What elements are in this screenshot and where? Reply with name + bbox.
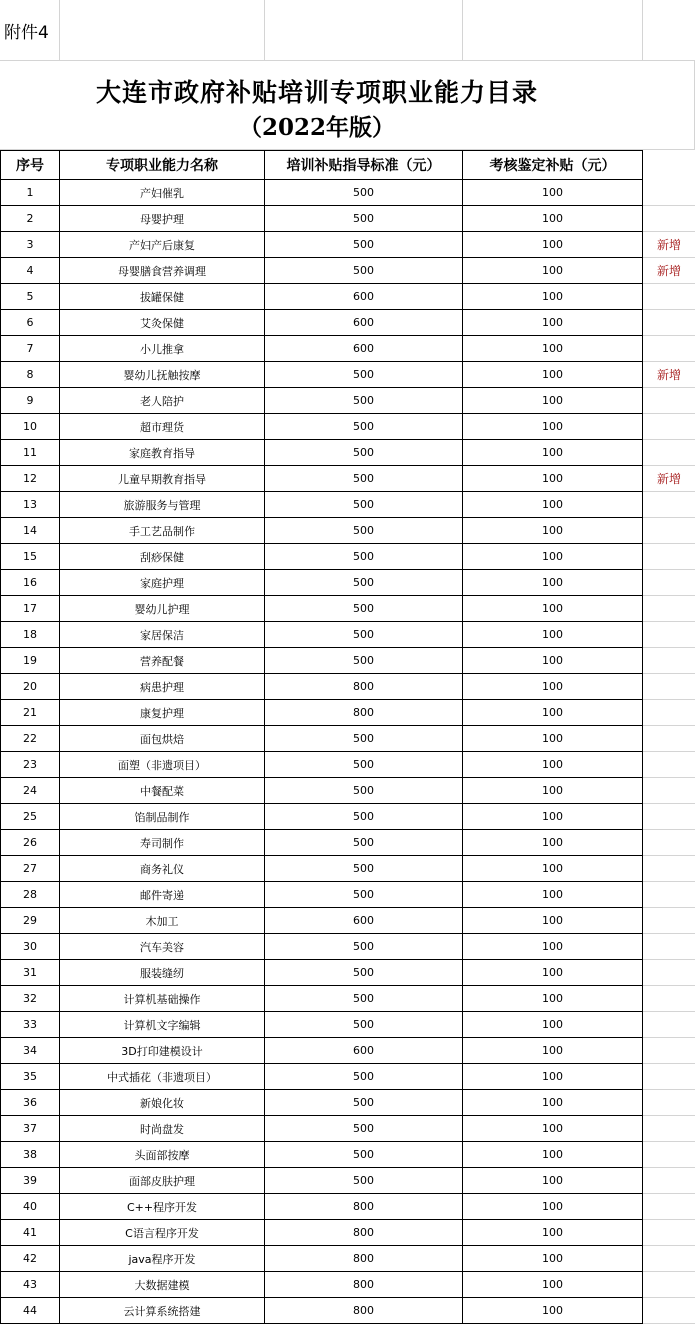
row-number-cell[interactable]: 36 xyxy=(1,1090,60,1116)
row-number-cell[interactable]: 35 xyxy=(1,1064,60,1090)
skill-name-cell[interactable]: 病患护理 xyxy=(60,674,265,700)
training-subsidy-cell[interactable]: 800 xyxy=(265,1298,463,1324)
table-row xyxy=(1,882,695,908)
training-subsidy-cell[interactable]: 500 xyxy=(265,492,463,518)
skill-name-cell[interactable]: 艾灸保健 xyxy=(60,310,265,336)
table-row xyxy=(1,596,695,622)
assessment-subsidy-cell[interactable]: 100 xyxy=(463,1064,643,1090)
row-number-cell[interactable]: 37 xyxy=(1,1116,60,1142)
skill-name-cell[interactable]: 母婴膳食营养调理 xyxy=(60,258,265,284)
new-item-note-cell[interactable] xyxy=(643,778,695,804)
row-number-cell[interactable]: 29 xyxy=(1,908,60,934)
new-item-note-cell[interactable] xyxy=(643,622,695,648)
table-row xyxy=(1,1220,695,1246)
row-number-cell[interactable]: 2 xyxy=(1,206,60,232)
training-subsidy-cell[interactable]: 800 xyxy=(265,700,463,726)
assessment-subsidy-cell[interactable]: 100 xyxy=(463,206,643,232)
assessment-subsidy-cell[interactable]: 100 xyxy=(463,778,643,804)
training-subsidy-cell[interactable]: 500 xyxy=(265,648,463,674)
assessment-subsidy-cell[interactable]: 100 xyxy=(463,466,643,492)
new-item-note-cell[interactable] xyxy=(643,804,695,830)
new-item-note-cell[interactable] xyxy=(643,908,695,934)
new-item-note-cell[interactable] xyxy=(643,440,695,466)
new-item-note-cell[interactable] xyxy=(643,882,695,908)
table-row xyxy=(1,1298,695,1324)
skill-name-cell[interactable]: 计算机基础操作 xyxy=(60,986,265,1012)
skill-name-cell[interactable]: 面包烘焙 xyxy=(60,726,265,752)
new-item-note-cell[interactable] xyxy=(643,1012,695,1038)
document-title: 大连市政府补贴培训专项职业能力目录 xyxy=(0,73,634,109)
training-subsidy-cell[interactable]: 500 xyxy=(265,1012,463,1038)
new-item-note-cell[interactable] xyxy=(643,1220,695,1246)
skill-name-cell[interactable]: 手工艺品制作 xyxy=(60,518,265,544)
new-item-note-cell[interactable] xyxy=(643,752,695,778)
assessment-subsidy-cell[interactable]: 100 xyxy=(463,336,643,362)
new-item-note-cell[interactable] xyxy=(643,726,695,752)
assessment-subsidy-cell[interactable]: 100 xyxy=(463,804,643,830)
assessment-subsidy-cell[interactable]: 100 xyxy=(463,674,643,700)
training-subsidy-cell[interactable]: 800 xyxy=(265,1246,463,1272)
row-number-cell[interactable]: 32 xyxy=(1,986,60,1012)
new-item-note-cell[interactable]: 新增 xyxy=(643,466,695,492)
assessment-subsidy-cell[interactable]: 100 xyxy=(463,414,643,440)
table-row xyxy=(1,466,695,492)
new-item-note-cell[interactable]: 新增 xyxy=(643,232,695,258)
training-subsidy-cell[interactable]: 600 xyxy=(265,1038,463,1064)
row-number-cell[interactable]: 27 xyxy=(1,856,60,882)
row-number-cell[interactable]: 14 xyxy=(1,518,60,544)
table-row xyxy=(1,752,695,778)
table-row xyxy=(1,1064,695,1090)
row-number-cell[interactable]: 23 xyxy=(1,752,60,778)
training-subsidy-cell[interactable]: 500 xyxy=(265,1168,463,1194)
skill-name-cell[interactable]: 馅制品制作 xyxy=(60,804,265,830)
assessment-subsidy-cell[interactable]: 100 xyxy=(463,180,643,206)
training-subsidy-cell[interactable]: 500 xyxy=(265,570,463,596)
skill-name-cell[interactable]: C++程序开发 xyxy=(60,1194,265,1220)
assessment-subsidy-cell[interactable]: 100 xyxy=(463,752,643,778)
skill-name-cell[interactable]: 木加工 xyxy=(60,908,265,934)
new-item-note-cell[interactable] xyxy=(643,986,695,1012)
row-number-cell[interactable]: 24 xyxy=(1,778,60,804)
table-row xyxy=(1,700,695,726)
training-subsidy-cell[interactable]: 500 xyxy=(265,206,463,232)
table-row xyxy=(1,492,695,518)
table-row xyxy=(1,1194,695,1220)
attachment-row xyxy=(0,0,695,61)
table-row xyxy=(1,1272,695,1298)
new-item-note-cell[interactable]: 新增 xyxy=(643,258,695,284)
row-number-cell[interactable]: 19 xyxy=(1,648,60,674)
new-item-note-cell[interactable] xyxy=(643,648,695,674)
table-row xyxy=(1,1142,695,1168)
new-item-note-cell[interactable] xyxy=(643,700,695,726)
new-item-note-cell[interactable] xyxy=(643,1168,695,1194)
empty-cell[interactable] xyxy=(643,151,695,180)
new-item-note-cell[interactable] xyxy=(643,284,695,310)
skill-name-cell[interactable]: 云计算系统搭建 xyxy=(60,1298,265,1324)
assessment-subsidy-cell[interactable]: 100 xyxy=(463,1038,643,1064)
new-item-note-cell[interactable] xyxy=(643,934,695,960)
skill-name-cell[interactable]: 汽车美容 xyxy=(60,934,265,960)
assessment-subsidy-cell[interactable]: 100 xyxy=(463,882,643,908)
assessment-subsidy-cell[interactable]: 100 xyxy=(463,908,643,934)
catalog-table xyxy=(0,150,695,1324)
row-number-cell[interactable]: 13 xyxy=(1,492,60,518)
table-row xyxy=(1,258,695,284)
assessment-subsidy-cell[interactable]: 100 xyxy=(463,1116,643,1142)
assessment-subsidy-cell[interactable]: 100 xyxy=(463,1142,643,1168)
table-row xyxy=(1,622,695,648)
skill-name-cell[interactable]: 中式插花（非遗项目） xyxy=(60,1064,265,1090)
column-header-assessment-subsidy[interactable]: 考核鉴定补贴（元） xyxy=(463,151,643,180)
assessment-subsidy-cell[interactable]: 100 xyxy=(463,1012,643,1038)
table-row xyxy=(1,336,695,362)
table-row xyxy=(1,206,695,232)
skill-name-cell[interactable]: 家庭护理 xyxy=(60,570,265,596)
row-number-cell[interactable]: 12 xyxy=(1,466,60,492)
table-row xyxy=(1,856,695,882)
table-row xyxy=(1,1012,695,1038)
assessment-subsidy-cell[interactable]: 100 xyxy=(463,492,643,518)
skill-name-cell[interactable]: 面塑（非遗项目） xyxy=(60,752,265,778)
training-subsidy-cell[interactable]: 500 xyxy=(265,726,463,752)
training-subsidy-cell[interactable]: 500 xyxy=(265,388,463,414)
training-subsidy-cell[interactable]: 500 xyxy=(265,622,463,648)
skill-name-cell[interactable]: 家居保洁 xyxy=(60,622,265,648)
skill-name-cell[interactable]: 婴幼儿抚触按摩 xyxy=(60,362,265,388)
new-item-note-cell[interactable] xyxy=(643,856,695,882)
row-number-cell[interactable]: 1 xyxy=(1,180,60,206)
new-item-note-cell[interactable] xyxy=(643,492,695,518)
table-row xyxy=(1,830,695,856)
table-row xyxy=(1,570,695,596)
assessment-subsidy-cell[interactable]: 100 xyxy=(463,544,643,570)
row-number-cell[interactable]: 28 xyxy=(1,882,60,908)
training-subsidy-cell[interactable]: 500 xyxy=(265,778,463,804)
table-header-row xyxy=(1,151,695,180)
assessment-subsidy-cell[interactable]: 100 xyxy=(463,726,643,752)
assessment-subsidy-cell[interactable]: 100 xyxy=(463,1246,643,1272)
row-number-cell[interactable]: 15 xyxy=(1,544,60,570)
training-subsidy-cell[interactable]: 800 xyxy=(265,1220,463,1246)
empty-cell[interactable] xyxy=(462,0,642,61)
assessment-subsidy-cell[interactable]: 100 xyxy=(463,1090,643,1116)
table-row xyxy=(1,414,695,440)
row-number-cell[interactable]: 33 xyxy=(1,1012,60,1038)
table-row xyxy=(1,986,695,1012)
new-item-note-cell[interactable] xyxy=(643,1090,695,1116)
training-subsidy-cell[interactable]: 500 xyxy=(265,414,463,440)
empty-cell[interactable] xyxy=(59,0,264,61)
training-subsidy-cell[interactable]: 800 xyxy=(265,674,463,700)
document-subtitle: （2022年版） xyxy=(0,109,634,142)
assessment-subsidy-cell[interactable]: 100 xyxy=(463,700,643,726)
row-number-cell[interactable]: 5 xyxy=(1,284,60,310)
training-subsidy-cell[interactable]: 500 xyxy=(265,1116,463,1142)
skill-name-cell[interactable]: 产妇产后康复 xyxy=(60,232,265,258)
table-row xyxy=(1,1168,695,1194)
title-cell[interactable] xyxy=(0,61,695,150)
assessment-subsidy-cell[interactable]: 100 xyxy=(463,1194,643,1220)
table-row xyxy=(1,960,695,986)
table-row xyxy=(1,648,695,674)
skill-name-cell[interactable]: 邮件寄递 xyxy=(60,882,265,908)
training-subsidy-cell[interactable]: 500 xyxy=(265,882,463,908)
skill-name-cell[interactable]: 产妇催乳 xyxy=(60,180,265,206)
new-item-note-cell[interactable] xyxy=(643,1246,695,1272)
assessment-subsidy-cell[interactable]: 100 xyxy=(463,960,643,986)
row-number-cell[interactable]: 20 xyxy=(1,674,60,700)
table-row xyxy=(1,232,695,258)
skill-name-cell[interactable]: 头面部按摩 xyxy=(60,1142,265,1168)
table-row xyxy=(1,362,695,388)
row-number-cell[interactable]: 26 xyxy=(1,830,60,856)
new-item-note-cell[interactable] xyxy=(643,1272,695,1298)
skill-name-cell[interactable]: 营养配餐 xyxy=(60,648,265,674)
assessment-subsidy-cell[interactable]: 100 xyxy=(463,232,643,258)
column-header-no[interactable]: 序号 xyxy=(1,151,60,180)
row-number-cell[interactable]: 17 xyxy=(1,596,60,622)
table-row xyxy=(1,544,695,570)
column-header-name[interactable]: 专项职业能力名称 xyxy=(60,151,265,180)
skill-name-cell[interactable]: 刮痧保健 xyxy=(60,544,265,570)
skill-name-cell[interactable]: 拔罐保健 xyxy=(60,284,265,310)
skill-name-cell[interactable]: 中餐配菜 xyxy=(60,778,265,804)
training-subsidy-cell[interactable]: 500 xyxy=(265,804,463,830)
assessment-subsidy-cell[interactable]: 100 xyxy=(463,622,643,648)
row-number-cell[interactable]: 44 xyxy=(1,1298,60,1324)
skill-name-cell[interactable]: 小儿推拿 xyxy=(60,336,265,362)
training-subsidy-cell[interactable]: 500 xyxy=(265,258,463,284)
new-item-note-cell[interactable] xyxy=(643,570,695,596)
skill-name-cell[interactable]: 寿司制作 xyxy=(60,830,265,856)
table-row xyxy=(1,1038,695,1064)
new-item-note-cell[interactable] xyxy=(643,960,695,986)
skill-name-cell[interactable]: 时尚盘发 xyxy=(60,1116,265,1142)
training-subsidy-cell[interactable]: 500 xyxy=(265,440,463,466)
new-item-note-cell[interactable] xyxy=(643,1298,695,1324)
assessment-subsidy-cell[interactable]: 100 xyxy=(463,596,643,622)
training-subsidy-cell[interactable]: 500 xyxy=(265,518,463,544)
row-number-cell[interactable]: 16 xyxy=(1,570,60,596)
new-item-note-cell[interactable] xyxy=(643,1064,695,1090)
training-subsidy-cell[interactable]: 500 xyxy=(265,1090,463,1116)
training-subsidy-cell[interactable]: 500 xyxy=(265,752,463,778)
skill-name-cell[interactable]: 服装缝纫 xyxy=(60,960,265,986)
row-number-cell[interactable]: 43 xyxy=(1,1272,60,1298)
training-subsidy-cell[interactable]: 500 xyxy=(265,830,463,856)
row-number-cell[interactable]: 8 xyxy=(1,362,60,388)
new-item-note-cell[interactable] xyxy=(643,518,695,544)
training-subsidy-cell[interactable]: 800 xyxy=(265,1194,463,1220)
training-subsidy-cell[interactable]: 500 xyxy=(265,180,463,206)
table-row xyxy=(1,934,695,960)
column-header-training-subsidy[interactable]: 培训补贴指导标准（元） xyxy=(265,151,463,180)
training-subsidy-cell[interactable]: 600 xyxy=(265,336,463,362)
skill-name-cell[interactable]: C语言程序开发 xyxy=(60,1220,265,1246)
row-number-cell[interactable]: 3 xyxy=(1,232,60,258)
assessment-subsidy-cell[interactable]: 100 xyxy=(463,362,643,388)
assessment-subsidy-cell[interactable]: 100 xyxy=(463,934,643,960)
table-row xyxy=(1,804,695,830)
assessment-subsidy-cell[interactable]: 100 xyxy=(463,310,643,336)
empty-cell[interactable] xyxy=(642,0,695,61)
skill-name-cell[interactable]: 计算机文字编辑 xyxy=(60,1012,265,1038)
table-row xyxy=(1,310,695,336)
row-number-cell[interactable]: 21 xyxy=(1,700,60,726)
skill-name-cell[interactable]: java程序开发 xyxy=(60,1246,265,1272)
training-subsidy-cell[interactable]: 500 xyxy=(265,232,463,258)
row-number-cell[interactable]: 31 xyxy=(1,960,60,986)
new-item-note-cell[interactable] xyxy=(643,544,695,570)
assessment-subsidy-cell[interactable]: 100 xyxy=(463,518,643,544)
row-number-cell[interactable]: 10 xyxy=(1,414,60,440)
new-item-note-cell[interactable] xyxy=(643,1194,695,1220)
row-number-cell[interactable]: 40 xyxy=(1,1194,60,1220)
table-row xyxy=(1,440,695,466)
new-item-note-cell[interactable] xyxy=(643,596,695,622)
assessment-subsidy-cell[interactable]: 100 xyxy=(463,856,643,882)
row-number-cell[interactable]: 38 xyxy=(1,1142,60,1168)
training-subsidy-cell[interactable]: 600 xyxy=(265,284,463,310)
table-row xyxy=(1,518,695,544)
assessment-subsidy-cell[interactable]: 100 xyxy=(463,1298,643,1324)
row-number-cell[interactable]: 22 xyxy=(1,726,60,752)
assessment-subsidy-cell[interactable]: 100 xyxy=(463,1168,643,1194)
skill-name-cell[interactable]: 婴幼儿护理 xyxy=(60,596,265,622)
new-item-note-cell[interactable] xyxy=(643,674,695,700)
training-subsidy-cell[interactable]: 500 xyxy=(265,596,463,622)
skill-name-cell[interactable]: 商务礼仪 xyxy=(60,856,265,882)
skill-name-cell[interactable]: 3D打印建模设计 xyxy=(60,1038,265,1064)
training-subsidy-cell[interactable]: 600 xyxy=(265,908,463,934)
assessment-subsidy-cell[interactable]: 100 xyxy=(463,830,643,856)
new-item-note-cell[interactable] xyxy=(643,830,695,856)
row-number-cell[interactable]: 34 xyxy=(1,1038,60,1064)
assessment-subsidy-cell[interactable]: 100 xyxy=(463,388,643,414)
skill-name-cell[interactable]: 旅游服务与管理 xyxy=(60,492,265,518)
table-row xyxy=(1,1090,695,1116)
skill-name-cell[interactable]: 家庭教育指导 xyxy=(60,440,265,466)
new-item-note-cell[interactable] xyxy=(643,310,695,336)
row-number-cell[interactable]: 30 xyxy=(1,934,60,960)
assessment-subsidy-cell[interactable]: 100 xyxy=(463,440,643,466)
table-body xyxy=(1,180,695,1324)
skill-name-cell[interactable]: 新娘化妆 xyxy=(60,1090,265,1116)
assessment-subsidy-cell[interactable]: 100 xyxy=(463,284,643,310)
assessment-subsidy-cell[interactable]: 100 xyxy=(463,1272,643,1298)
skill-name-cell[interactable]: 母婴护理 xyxy=(60,206,265,232)
table-row xyxy=(1,388,695,414)
table-row xyxy=(1,726,695,752)
new-item-note-cell[interactable] xyxy=(643,414,695,440)
new-item-note-cell[interactable] xyxy=(643,206,695,232)
training-subsidy-cell[interactable]: 500 xyxy=(265,544,463,570)
training-subsidy-cell[interactable]: 500 xyxy=(265,466,463,492)
training-subsidy-cell[interactable]: 500 xyxy=(265,934,463,960)
row-number-cell[interactable]: 41 xyxy=(1,1220,60,1246)
new-item-note-cell[interactable] xyxy=(643,1038,695,1064)
skill-name-cell[interactable]: 儿童早期教育指导 xyxy=(60,466,265,492)
row-number-cell[interactable]: 11 xyxy=(1,440,60,466)
row-number-cell[interactable]: 42 xyxy=(1,1246,60,1272)
new-item-note-cell[interactable] xyxy=(643,180,695,206)
table-row xyxy=(1,1246,695,1272)
table-row xyxy=(1,674,695,700)
training-subsidy-cell[interactable]: 500 xyxy=(265,986,463,1012)
assessment-subsidy-cell[interactable]: 100 xyxy=(463,1220,643,1246)
skill-name-cell[interactable]: 大数据建模 xyxy=(60,1272,265,1298)
row-number-cell[interactable]: 9 xyxy=(1,388,60,414)
assessment-subsidy-cell[interactable]: 100 xyxy=(463,986,643,1012)
table-row xyxy=(1,908,695,934)
row-number-cell[interactable]: 4 xyxy=(1,258,60,284)
assessment-subsidy-cell[interactable]: 100 xyxy=(463,258,643,284)
empty-cell[interactable] xyxy=(264,0,462,61)
row-number-cell[interactable]: 7 xyxy=(1,336,60,362)
row-number-cell[interactable]: 6 xyxy=(1,310,60,336)
skill-name-cell[interactable]: 超市理货 xyxy=(60,414,265,440)
new-item-note-cell[interactable] xyxy=(643,1116,695,1142)
row-number-cell[interactable]: 18 xyxy=(1,622,60,648)
table-row xyxy=(1,180,695,206)
training-subsidy-cell[interactable]: 500 xyxy=(265,362,463,388)
attachment-label[interactable]: 附件4 xyxy=(0,0,59,61)
skill-name-cell[interactable]: 面部皮肤护理 xyxy=(60,1168,265,1194)
table-row xyxy=(1,284,695,310)
new-item-note-cell[interactable] xyxy=(643,336,695,362)
table-row xyxy=(1,778,695,804)
training-subsidy-cell[interactable]: 500 xyxy=(265,856,463,882)
training-subsidy-cell[interactable]: 500 xyxy=(265,1142,463,1168)
row-number-cell[interactable]: 25 xyxy=(1,804,60,830)
new-item-note-cell[interactable] xyxy=(643,1142,695,1168)
new-item-note-cell[interactable] xyxy=(643,388,695,414)
assessment-subsidy-cell[interactable]: 100 xyxy=(463,570,643,596)
skill-name-cell[interactable]: 康复护理 xyxy=(60,700,265,726)
skill-name-cell[interactable]: 老人陪护 xyxy=(60,388,265,414)
new-item-note-cell[interactable]: 新增 xyxy=(643,362,695,388)
table-row xyxy=(1,1116,695,1142)
training-subsidy-cell[interactable]: 600 xyxy=(265,310,463,336)
header-area xyxy=(0,0,695,61)
row-number-cell[interactable]: 39 xyxy=(1,1168,60,1194)
training-subsidy-cell[interactable]: 500 xyxy=(265,1064,463,1090)
training-subsidy-cell[interactable]: 500 xyxy=(265,960,463,986)
assessment-subsidy-cell[interactable]: 100 xyxy=(463,648,643,674)
training-subsidy-cell[interactable]: 800 xyxy=(265,1272,463,1298)
